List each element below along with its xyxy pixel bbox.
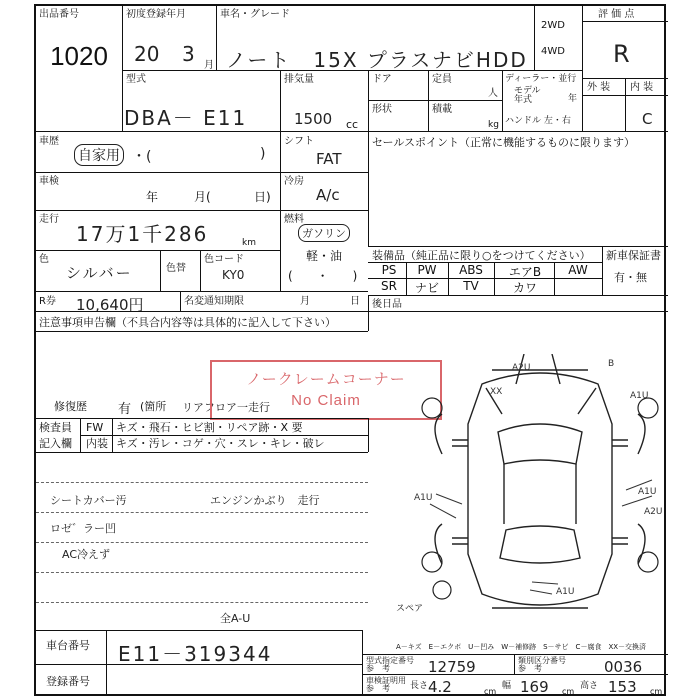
- mark-front-b: B: [608, 359, 615, 369]
- color-code-label: 色コード: [204, 254, 244, 265]
- recycle-value: 10,640円: [76, 296, 144, 314]
- mileage-label: 走行: [39, 214, 59, 225]
- history-paren-close: ): [260, 146, 266, 162]
- no-claim-jp: ノークレームコーナー: [246, 370, 406, 388]
- year-unit: 年: [568, 94, 578, 104]
- warranty-label: 新車保証書: [606, 249, 661, 262]
- mark-left-a1u: A1U: [414, 493, 433, 503]
- class-num-label: 類別区分番号 参 考: [518, 656, 566, 673]
- equip-airbag: エアB: [508, 265, 542, 279]
- grade-label: 評 価 点: [598, 9, 635, 20]
- width-value: 169: [520, 678, 549, 696]
- inspection-day: 日): [254, 190, 271, 204]
- capacity-label: 定員: [432, 74, 452, 85]
- color-label: 色: [39, 254, 49, 265]
- inspection-year: 年: [146, 190, 159, 204]
- no-claim-stamp: [210, 360, 442, 420]
- displacement-label: 排気量: [284, 74, 314, 85]
- entry-label: 記入欄: [39, 437, 72, 450]
- interior-label: 内 装: [630, 82, 654, 93]
- repair-label: 修復歴: [54, 400, 87, 413]
- grade-value: R: [613, 40, 630, 68]
- fuel-gasoline: ガソリン: [298, 224, 350, 242]
- note-roller: ロゼ゛ラー凹: [50, 522, 116, 535]
- cert-label: 車検証明用 参 考: [366, 676, 406, 693]
- no-claim-en: No Claim: [291, 392, 361, 409]
- fuel-paren: ( ・ ): [288, 269, 358, 283]
- ac-value: A/c: [316, 186, 340, 204]
- inner-label: 内装: [86, 437, 108, 450]
- equip-pw: PW: [417, 263, 437, 277]
- note-engine: エンジンかぶり 走行: [210, 494, 320, 507]
- mileage-value: 17万1千286: [76, 222, 209, 246]
- repair-value: 有: [118, 402, 132, 417]
- repair-place-value: リアフロア一走行: [182, 401, 270, 414]
- mark-front-a2u: A2U: [512, 363, 531, 373]
- reg-number-label: 登録番号: [46, 675, 90, 688]
- handle-label: ハンドル 左・右: [505, 116, 571, 126]
- equip-sr: SR: [381, 279, 397, 293]
- fuel-diesel: 軽・油: [306, 249, 343, 263]
- first-reg-month: 3: [182, 42, 195, 66]
- month-unit: 月: [204, 60, 214, 71]
- model-code-value: DBA－ E11: [124, 106, 248, 130]
- inspector-label: 検査員: [39, 421, 72, 434]
- mark-front-xx: XX: [490, 387, 503, 397]
- type-num-label: 型式指定番号 参 考: [366, 656, 414, 673]
- class-num-value: 0036: [604, 658, 643, 676]
- mark-rear-a1u: A1U: [556, 587, 575, 597]
- fw-text: キズ・飛石・ヒビ割・リペア跡・X 要: [116, 421, 303, 434]
- load-label: 積載: [432, 104, 452, 115]
- color-code-value: KY0: [222, 268, 245, 282]
- capacity-unit: 人: [488, 88, 498, 99]
- color-value: シルバー: [66, 264, 133, 282]
- ac-label: 冷房: [284, 176, 304, 187]
- mark-right-a1u: A1U: [630, 391, 649, 401]
- equip-navi: ナビ: [414, 281, 439, 295]
- height-label: 高さ: [580, 681, 599, 691]
- model-name-value: ノート 15X プラスナビHDD: [226, 48, 528, 72]
- dealer-label: ディーラー・並行: [505, 74, 577, 84]
- exterior-label: 外 装: [587, 82, 611, 93]
- note-all: 全A-U: [220, 612, 251, 625]
- drive-2wd: 2WD: [541, 20, 565, 31]
- drive-4wd: 4WD: [541, 46, 565, 57]
- model-code-label: 型式: [126, 74, 146, 85]
- length-label: 長さ: [410, 681, 429, 691]
- lot-number: 1020: [50, 41, 108, 71]
- damage-legend: A－キズ E－エクボ U－凹み W－補修跡 S－サビ C－腐食 XX－交換済: [396, 643, 647, 651]
- shift-value: FAT: [316, 150, 342, 168]
- fw-label: FW: [86, 421, 104, 434]
- width-label: 幅: [502, 681, 512, 691]
- length-value: 4.2: [428, 678, 452, 696]
- displacement-value: 1500: [294, 110, 333, 128]
- door-label: ドア: [372, 74, 392, 85]
- first-reg-year: 20: [134, 42, 160, 66]
- shape-label: 形状: [372, 104, 392, 115]
- shift-label: シフト: [284, 136, 314, 147]
- recycle-label: R券: [39, 296, 56, 307]
- chassis-value: E11－319344: [118, 642, 273, 666]
- model-year-label: モデル 年式: [514, 86, 541, 105]
- nc-day: 日: [350, 296, 360, 307]
- history-label: 車歴: [39, 136, 59, 147]
- mileage-unit: km: [242, 238, 256, 248]
- mark-right-door-a1u: A1U: [638, 487, 657, 497]
- equip-ps: PS: [381, 263, 397, 277]
- car-diagram: [412, 354, 668, 624]
- interior-value: C: [642, 110, 653, 128]
- notice-label: 注意事項申告欄（不具合内容等は具体的に記入して下さい）: [39, 316, 336, 329]
- spare-label: スペア: [396, 604, 424, 614]
- history-private: 自家用: [74, 144, 124, 166]
- repaint-label: 色替: [166, 263, 186, 274]
- warranty-value: 有・無: [614, 271, 647, 284]
- equip-leather: カワ: [512, 281, 537, 295]
- displacement-unit: cc: [346, 118, 359, 131]
- inspection-label: 車検: [39, 176, 59, 187]
- nc-month: 月: [300, 296, 310, 307]
- auction-sheet: [34, 4, 666, 696]
- history-paren-open: ・(: [132, 149, 152, 165]
- equipment-label: 装備品（純正品に限り○をつけてください）: [372, 249, 591, 262]
- repair-place-label: (箇所: [140, 400, 167, 413]
- equip-abs: ABS: [459, 263, 483, 277]
- height-unit: cm: [650, 687, 663, 696]
- load-unit: kg: [488, 120, 499, 130]
- first-reg-label: 初度登録年月: [126, 9, 186, 20]
- lot-number-label: 出品番号: [39, 9, 79, 20]
- width-unit: cm: [562, 687, 575, 696]
- mark-right-rear-a2u: A2U: [644, 507, 663, 517]
- inner-text: キズ・汚レ・コゲ・穴・スレ・キレ・破レ: [116, 437, 325, 450]
- equip-tv: TV: [463, 279, 479, 293]
- fuel-label: 燃料: [284, 214, 304, 225]
- equip-aw: AW: [568, 263, 588, 277]
- type-num-value: 12759: [428, 658, 476, 676]
- note-seat-cover: シートカバー汚: [50, 494, 127, 507]
- selling-point-label: セールスポイント（正常に機能するものに限ります）: [372, 136, 636, 149]
- model-name-label: 車名・グレード: [220, 9, 290, 20]
- length-unit: cm: [484, 687, 497, 696]
- chassis-label: 車台番号: [46, 639, 90, 652]
- name-change-label: 名変通知期限: [184, 296, 244, 307]
- after-items-label: 後日品: [372, 299, 402, 310]
- inspection-month: 月(: [194, 190, 211, 204]
- note-ac: AC冷えず: [62, 548, 111, 561]
- height-value: 153: [608, 678, 637, 696]
